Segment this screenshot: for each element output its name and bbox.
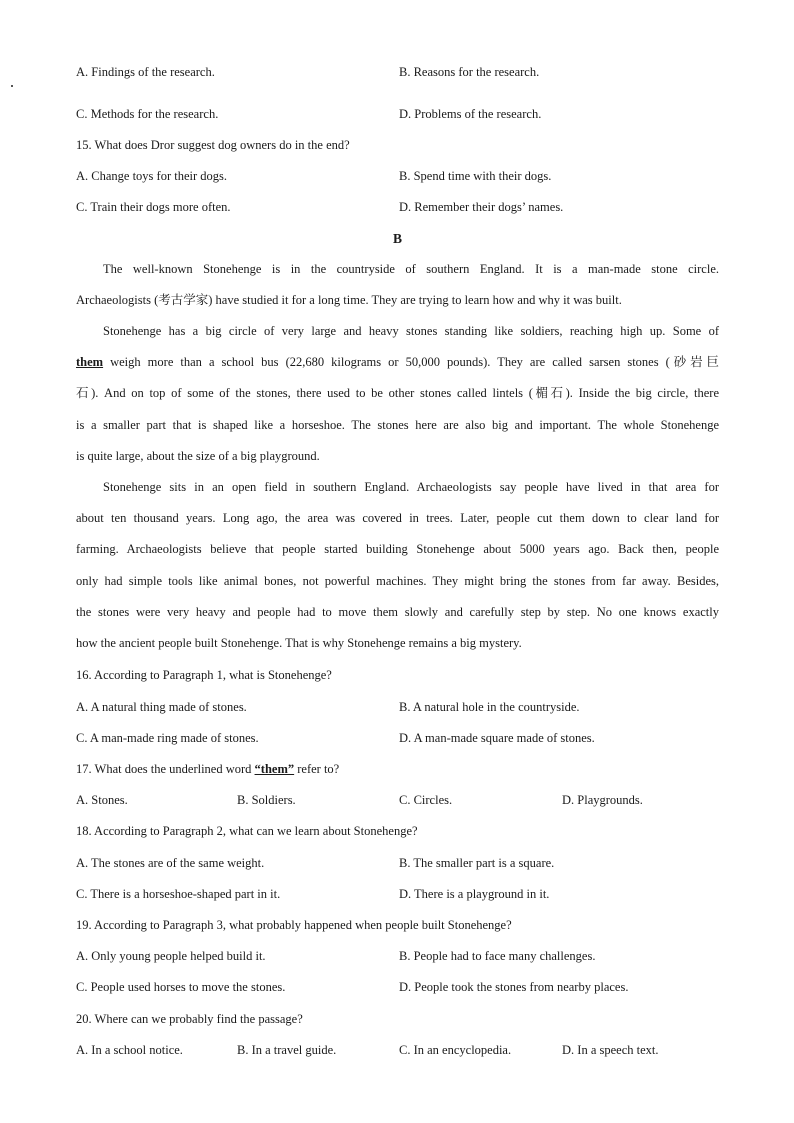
underlined-keyword: “them”	[254, 762, 295, 776]
q19-option-c[interactable]: C. People used horses to move the stones.	[76, 980, 286, 994]
paragraph-line: the stones were very heavy and people had to move them slowly and carefully step by step. No one knows exactly	[76, 604, 719, 619]
q15-options-row-1	[76, 166, 719, 186]
q15-option-d[interactable]: D. Remember their dogs’ names.	[399, 200, 564, 214]
paragraph-line	[76, 347, 719, 378]
underlined-keyword: them	[76, 355, 104, 370]
q14-option-b[interactable]: B. Reasons for the research.	[399, 65, 540, 79]
question-text: 15. What does Dror suggest dog owners do in the end?	[76, 138, 350, 152]
q18-options-row-2	[76, 884, 719, 904]
q20-option-d[interactable]: D. In a speech text.	[562, 1043, 659, 1057]
passage-paragraph-3	[76, 472, 719, 659]
q16-option-b[interactable]: B. A natural hole in the countryside.	[399, 700, 580, 714]
q17-option-b[interactable]: B. Soldiers.	[237, 793, 296, 807]
q15-option-c[interactable]: C. Train their dogs more often.	[76, 200, 231, 214]
paragraph-line: The well-known Stonehenge is in the countryside of southern England. It is a man-made stone circle.	[103, 262, 719, 276]
passage-paragraph-1	[76, 254, 719, 316]
question-text: 16. According to Paragraph 1, what is Stonehenge?	[76, 668, 332, 682]
q20-option-a[interactable]: A. In a school notice.	[76, 1043, 183, 1057]
q17-option-d[interactable]: D. Playgrounds.	[562, 793, 643, 807]
scan-dot	[11, 85, 13, 87]
paragraph-line: about ten thousand years. Long ago, the area was covered in trees. Later, people cut them down to clear land for	[76, 511, 719, 526]
q15-option-a[interactable]: A. Change toys for their dogs.	[76, 169, 228, 183]
q19-stem	[76, 915, 719, 935]
paragraph-line: Stonehenge sits in an open field in southern England. Archaeologists say people have lived in that area for	[103, 480, 719, 494]
q18-option-b[interactable]: B. The smaller part is a square.	[399, 856, 555, 870]
paragraph-line: Stonehenge has a big circle of very large and heavy stones standing like soldiers, reaching high up. Some of	[103, 324, 719, 338]
paragraph-line: how the ancient people built Stonehenge. That is why Stonehenge remains a big mystery.	[76, 636, 522, 651]
q14-option-d[interactable]: D. Problems of the research.	[399, 107, 542, 121]
q15-options-row-2	[76, 197, 719, 217]
q14-option-a[interactable]: A. Findings of the research.	[76, 65, 215, 79]
question-text: 20. Where can we probably find the passage?	[76, 1012, 303, 1026]
q16-stem	[76, 665, 719, 685]
q16-option-c[interactable]: C. A man-made ring made of stones.	[76, 731, 259, 745]
q17-options-row	[76, 790, 719, 810]
paragraph-line: Archaeologists (考古学家) have studied it for a long time. They are trying to learn how and why it was built.	[76, 293, 622, 308]
q18-option-a[interactable]: A. The stones are of the same weight.	[76, 856, 265, 870]
q14-options-row-2	[76, 104, 719, 124]
paragraph-line: 石). And on top of some of the stones, there used to be other stones called lintels (楣石). Inside the big circle, there	[76, 386, 719, 401]
q19-option-b[interactable]: B. People had to face many challenges.	[399, 949, 596, 963]
q20-options-row	[76, 1040, 719, 1060]
q17-option-a[interactable]: A. Stones.	[76, 793, 128, 807]
q17-stem	[76, 759, 719, 779]
q14-option-c[interactable]: C. Methods for the research.	[76, 107, 219, 121]
q16-option-a[interactable]: A. A natural thing made of stones.	[76, 700, 247, 714]
q18-option-d[interactable]: D. There is a playground in it.	[399, 887, 550, 901]
q15-stem	[76, 135, 719, 155]
q18-options-row-1	[76, 853, 719, 873]
q16-option-d[interactable]: D. A man-made square made of stones.	[399, 731, 595, 745]
paragraph-line: farming. Archaeologists believe that people started building Stonehenge about 5000 years ago. Back then, people	[76, 542, 719, 557]
q15-option-b[interactable]: B. Spend time with their dogs.	[399, 169, 552, 183]
paragraph-line-rest: weigh more than a school bus (22,680 kilograms or 50,000 pounds). They are called sarsen stones (砂岩巨	[103, 355, 719, 370]
question-text: 18. According to Paragraph 2, what can we learn about Stonehenge?	[76, 824, 418, 838]
section-title: B	[392, 231, 402, 246]
q19-options-row-1	[76, 946, 719, 966]
question-text	[76, 759, 339, 779]
q17-option-c[interactable]: C. Circles.	[399, 793, 453, 807]
question-text: 19. According to Paragraph 3, what probably happened when people built Stonehenge?	[76, 918, 512, 932]
q16-options-row-2	[76, 728, 719, 748]
q18-stem	[76, 821, 719, 841]
q14-options-row-1	[76, 62, 719, 82]
q19-option-d[interactable]: D. People took the stones from nearby places.	[399, 980, 629, 994]
q16-options-row-1	[76, 697, 719, 717]
paragraph-line: is a smaller part that is shaped like a horseshoe. The stones here are also big and important. The whole Stonehenge	[76, 417, 719, 432]
passage-paragraph-2	[76, 316, 719, 472]
paragraph-line: only had simple tools like animal bones, not powerful machines. They might bring the stones from far away. Besides,	[76, 573, 719, 588]
paragraph-line: is quite large, about the size of a big playground.	[76, 448, 320, 463]
q19-options-row-2	[76, 977, 719, 997]
question-text-after: refer to?	[294, 762, 340, 776]
q20-stem	[76, 1009, 719, 1029]
q20-option-c[interactable]: C. In an encyclopedia.	[399, 1043, 512, 1057]
question-text-before: 17. What does the underlined word	[76, 762, 255, 776]
q20-option-b[interactable]: B. In a travel guide.	[237, 1043, 337, 1057]
q19-option-a[interactable]: A. Only young people helped build it.	[76, 949, 266, 963]
q18-option-c[interactable]: C. There is a horseshoe-shaped part in it.	[76, 887, 281, 901]
